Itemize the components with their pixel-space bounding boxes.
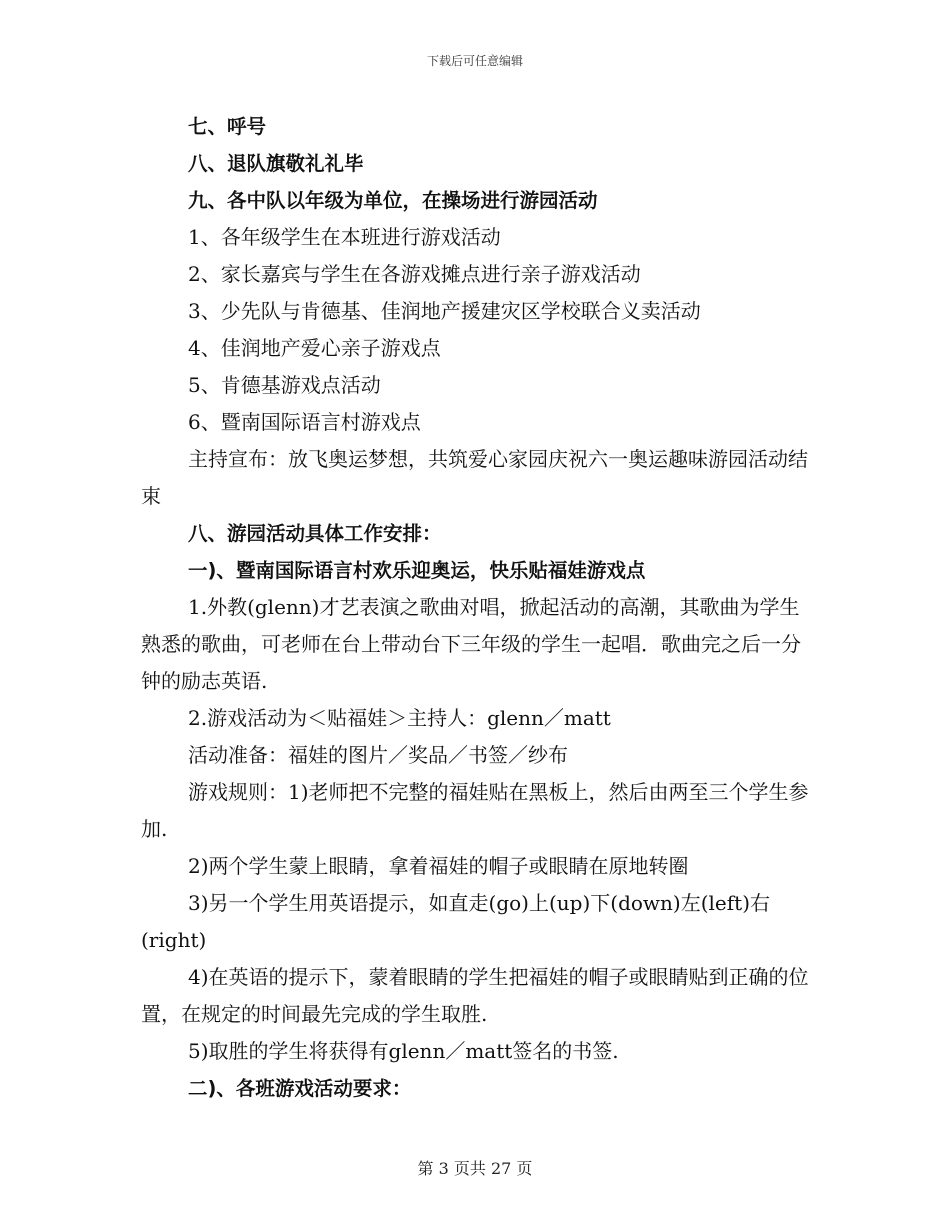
section-heading: 九、各中队以年级为单位，在操场进行游园活动 — [188, 189, 598, 212]
list-item: 1、各年级学生在本班进行游戏活动 — [188, 225, 501, 249]
paragraph: 3)另一个学生用英语提示，如直走(go)上(up)下(down)左(left)右(right) — [141, 891, 770, 952]
list-item: 6、暨南国际语言村游戏点 — [188, 410, 421, 434]
section-heading: 八、退队旗敬礼礼毕 — [188, 152, 364, 175]
paragraph: 1.外教(glenn)才艺表演之歌曲对唱，掀起活动的高潮，其歌曲为学生熟悉的歌曲，可老师在台上带动台下三年级的学生一起唱．歌曲完之后一分钟的励志英语. — [141, 595, 801, 693]
section-heading: 八、游园活动具体工作安排： — [188, 522, 442, 545]
sub-heading: 一)、暨南国际语言村欢乐迎奥运，快乐贴福娃游戏点 — [188, 559, 646, 582]
paragraph: 4)在英语的提示下，蒙着眼睛的学生把福娃的帽子或眼睛贴到正确的位置，在规定的时间最先完成的学生取胜. — [141, 965, 809, 1026]
paragraph: 2.游戏活动为＜贴福娃＞主持人：glenn／matt — [188, 706, 611, 730]
paragraph: 5)取胜的学生将获得有glenn／matt签名的书签. — [188, 1039, 619, 1063]
document-body — [141, 108, 811, 1107]
paragraph: 主持宣布：放飞奥运梦想，共筑爱心家园庆祝六一奥运趣味游园活动结束 — [141, 447, 808, 508]
section-heading: 七、呼号 — [188, 115, 267, 138]
list-item: 4、佳润地产爱心亲子游戏点 — [188, 336, 441, 360]
list-item: 2、家长嘉宾与学生在各游戏摊点进行亲子游戏活动 — [188, 262, 641, 286]
paragraph: 活动准备：福娃的图片／奖品／书签／纱布 — [188, 743, 568, 767]
sub-heading: 二)、各班游戏活动要求： — [188, 1077, 412, 1100]
page-header-note: 下载后可任意编辑 — [426, 54, 523, 68]
list-item: 5、肯德基游戏点活动 — [188, 373, 381, 397]
list-item: 3、少先队与肯德基、佳润地产援建灾区学校联合义卖活动 — [188, 299, 701, 323]
paragraph: 2)两个学生蒙上眼睛，拿着福娃的帽子或眼睛在原地转圈 — [188, 854, 689, 878]
page-number: 第 3 页共 27 页 — [417, 1159, 533, 1178]
paragraph: 游戏规则：1)老师把不完整的福娃贴在黑板上，然后由两至三个学生参加. — [141, 780, 809, 841]
